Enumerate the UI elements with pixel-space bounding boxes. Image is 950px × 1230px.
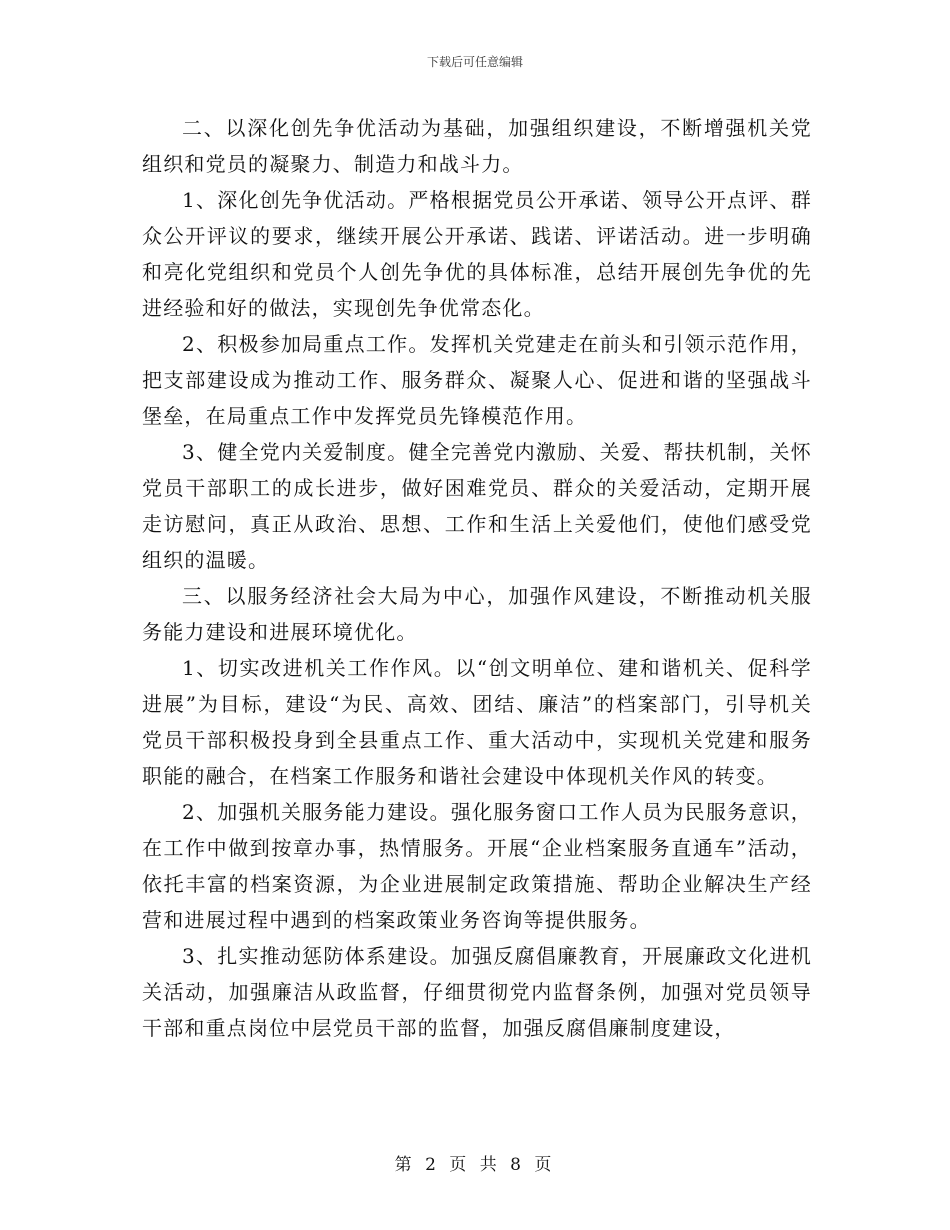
paragraph: 1、切实改进机关工作作风。以“创文明单位、建和谐机关、促科学进展”为目标，建设“为民、高效、团结、廉洁”的档案部门，引导机关党员干部积极投身到全县重点工作、重大活动中，实现机关党建和服务职能的融合，在档案工作服务和谐社会建设中体现机关作风的转变。 — [142, 656, 812, 788]
paragraph: 3、扎实推动惩防体系建设。加强反腐倡廉教育，开展廉政文化进机关活动，加强廉洁从政监督，仔细贯彻党内监督条例，加强对党员领导干部和重点岗位中层党员干部的监督，加强反腐倡廉制度建设， — [142, 944, 812, 1040]
document-body — [142, 110, 812, 1046]
page-number: 第 2 页 共 8 页 — [394, 1155, 556, 1175]
paragraph: 2、加强机关服务能力建设。强化服务窗口工作人员为民服务意识，在工作中做到按章办事，热情服务。开展“企业档案服务直通车”活动，依托丰富的档案资源，为企业进展制定政策措施、帮助企业解决生产经营和进展过程中遇到的档案政策业务咨询等提供服务。 — [142, 800, 812, 932]
section-heading-3: 三、以服务经济社会大局为中心，加强作风建设，不断推动机关服务能力建设和进展环境优化。 — [142, 584, 812, 644]
paragraph: 2、积极参加局重点工作。发挥机关党建走在前头和引领示范作用，把支部建设成为推动工作、服务群众、凝聚人心、促进和谐的坚强战斗堡垒，在局重点工作中发挥党员先锋模范作用。 — [142, 332, 812, 428]
paragraph: 3、健全党内关爱制度。健全完善党内激励、关爱、帮扶机制，关怀党员干部职工的成长进步，做好困难党员、群众的关爱活动，定期开展走访慰问，真正从政治、思想、工作和生活上关爱他们，使他们感受党组织的温暖。 — [142, 440, 812, 572]
section-heading-2: 二、以深化创先争优活动为基础，加强组织建设，不断增强机关党组织和党员的凝聚力、制造力和战斗力。 — [142, 116, 812, 176]
paragraph: 1、深化创先争优活动。严格根据党员公开承诺、领导公开点评、群众公开评议的要求，继续开展公开承诺、践诺、评诺活动。进一步明确和亮化党组织和党员个人创先争优的具体标准，总结开展创先争优的先进经验和好的做法，实现创先争优常态化。 — [142, 188, 812, 320]
page-header-note: 下载后可任意编辑 — [426, 55, 523, 69]
